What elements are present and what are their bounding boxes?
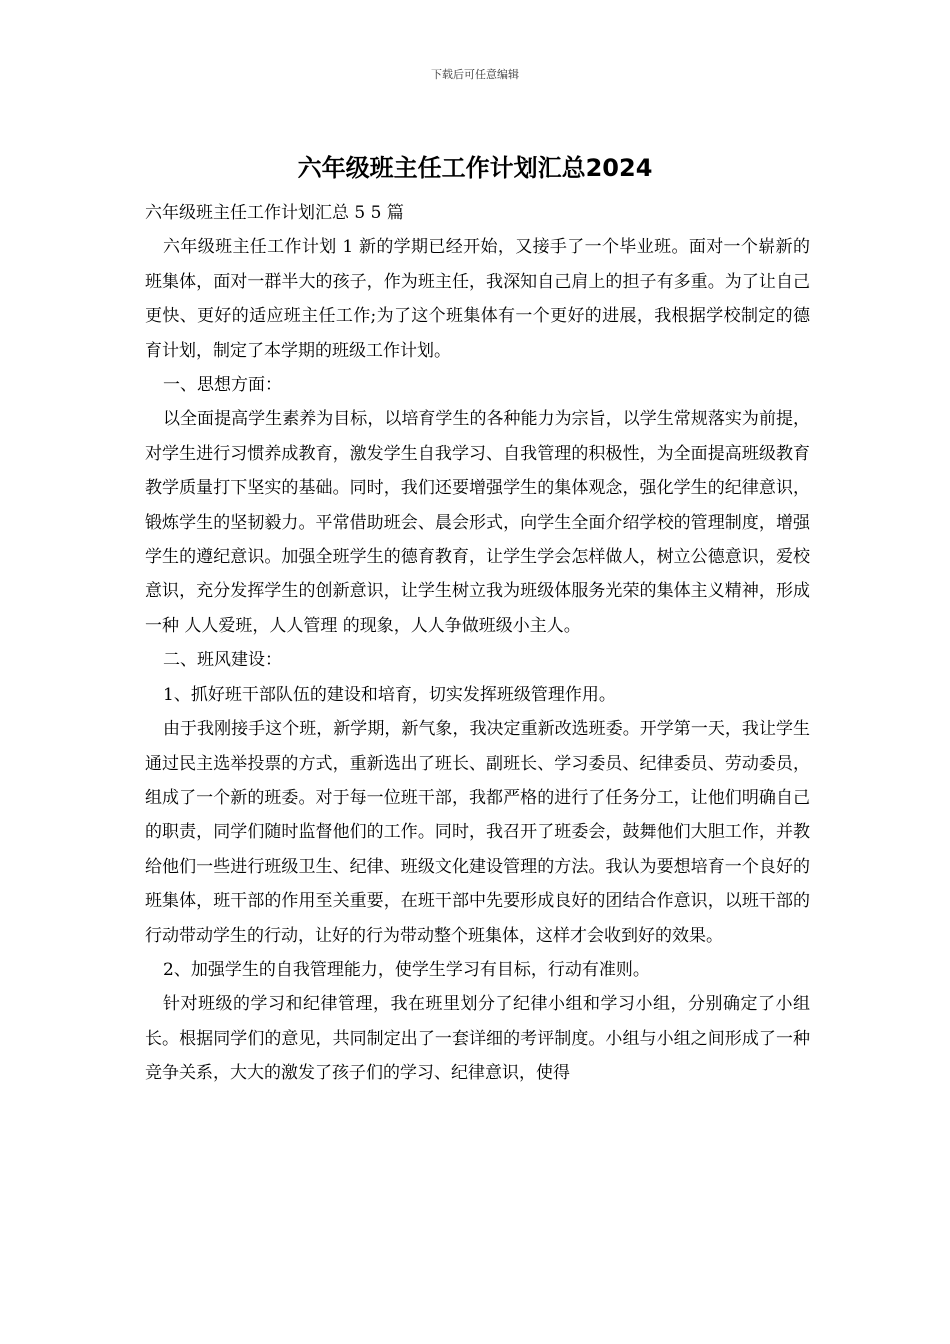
paragraph-self-management: 针对班级的学习和纪律管理，我在班里划分了纪律小组和学习小组，分别确定了小组长。根据同学们的意见，共同制定出了一套详细的考评制度。小组与小组之间形成了一种竞争关系，大大的激发了孩子们的学习、纪律意识，使得: [145, 994, 810, 1084]
paragraph-thought: 以全面提高学生素养为目标，以培育学生的各种能力为宗旨，以学生常规落实为前提，对学生进行习惯养成教育，激发学生自我学习、自我管理的积极性，为全面提高班级教育教学质量打下坚实的基础。同时，我们还要增强学生的集体观念，强化学生的纪律意识，锻炼学生的坚韧毅力。平常借助班会、晨会形式，向学生全面介绍学校的管理制度，增强学生的遵纪意识。加强全班学生的德育教育，让学生学会怎样做人，树立公德意识，爱校意识，充分发挥学生的创新意识，让学生树立我为班级体服务光荣的集体主义精神，形成一种 人人爱班，人人管理 的现象，人人争做班级小主人。: [145, 409, 810, 636]
section-heading-thought: 一、思想方面：: [163, 375, 282, 396]
paragraph-class-cadres: 由于我刚接手这个班，新学期，新气象，我决定重新改选班委。开学第一天，我让学生通过民主选举投票的方式，重新选出了班长、副班长、学习委员、纪律委员、劳动委员，组成了一个新的班委。对于每一位班干部，我都严格的进行了任务分工，让他们明确自己的职责，同学们随时监督他们的工作。同时，我召开了班委会，鼓舞他们大胆工作，并教给他们一些进行班级卫生、纪律、班级文化建设管理的方法。我认为要想培育一个良好的班集体，班干部的作用至关重要，在班干部中先要形成良好的团结合作意识，以班干部的行动带动学生的行动，让好的行为带动整个班集体，这样才会收到好的效果。: [145, 719, 810, 946]
document-title: 六年级班主任工作计划汇总2024: [297, 154, 653, 182]
header-note: 下载后可任意编辑: [431, 68, 519, 81]
subheading-self-management: 2、加强学生的自我管理能力，使学生学习有目标，行动有准则。: [163, 959, 650, 980]
subheading-class-cadres: 1、抓好班干部队伍的建设和培育，切实发挥班级管理作用。: [163, 684, 616, 705]
paragraph-intro: 六年级班主任工作计划 1 新的学期已经开始，又接手了一个毕业班。面对一个崭新的班集体，面对一群半大的孩子，作为班主任，我深知自己肩上的担子有多重。为了让自己更快、更好的适应班主任工作;为了这个班集体有一个更好的进展，我根据学校制定的德育计划，制定了本学期的班级工作计划。: [145, 237, 810, 361]
section-heading-class-style: 二、班风建设：: [163, 650, 282, 671]
document-body: [145, 196, 810, 1091]
paragraph-subtitle: 六年级班主任工作计划汇总 5 5 篇: [145, 203, 404, 223]
